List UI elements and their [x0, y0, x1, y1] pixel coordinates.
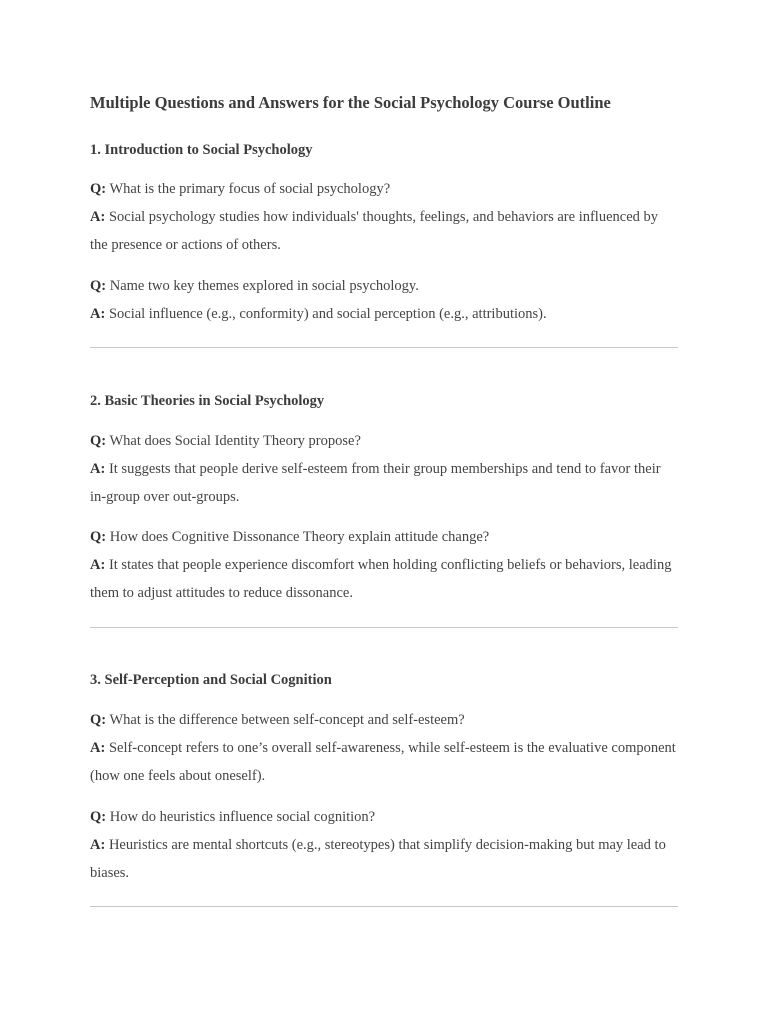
- question: [90, 273, 678, 301]
- section-divider: [90, 906, 678, 907]
- section-introduction: [90, 140, 678, 160]
- question-text: What is the difference between self-concept and self-esteem?: [109, 712, 465, 728]
- question-text: How does Cognitive Dissonance Theory explain attitude change?: [109, 529, 490, 545]
- answer-text: Self-concept refers to one’s overall self-awareness, while self-esteem is the evaluative component (how one feels about oneself).: [90, 739, 676, 784]
- question-tag: Q:: [90, 809, 107, 825]
- answer-text: Social influence (e.g., conformity) and social perception (e.g., attributions).: [108, 305, 547, 322]
- qa-pair: [90, 428, 678, 511]
- answer: [90, 552, 678, 608]
- answer-text: Social psychology studies how individuals' thoughts, feelings, and behaviors are influenced by the presence or actions of others.: [90, 208, 659, 253]
- document-title: Multiple Questions and Answers for the Social Psychology Course Outline: [90, 93, 611, 112]
- answer: [90, 735, 678, 791]
- answer-tag: A:: [90, 305, 106, 322]
- qa-pair: [90, 707, 678, 790]
- question-tag: Q:: [90, 181, 107, 197]
- question-tag: Q:: [90, 278, 107, 294]
- qa-pair: [90, 176, 678, 259]
- answer-text: Heuristics are mental shortcuts (e.g., stereotypes) that simplify decision-making but may lead to biases.: [90, 836, 666, 881]
- section-heading: 2. Basic Theories in Social Psychology: [90, 393, 325, 409]
- question-text: How do heuristics influence social cognition?: [109, 809, 376, 825]
- question-text: Name two key themes explored in social psychology.: [109, 278, 419, 294]
- section-basic-theories: [90, 391, 678, 411]
- answer: [90, 456, 678, 512]
- question-text: What is the primary focus of social psychology?: [109, 181, 391, 197]
- question-text: What does Social Identity Theory propose?: [109, 433, 361, 449]
- section-divider: [90, 627, 678, 628]
- question: [90, 524, 678, 552]
- question: [90, 176, 678, 204]
- answer: [90, 204, 678, 260]
- answer-tag: A:: [90, 556, 106, 573]
- answer-tag: A:: [90, 836, 106, 853]
- answer-tag: A:: [90, 208, 106, 225]
- question: [90, 428, 678, 456]
- answer-text: It states that people experience discomfort when holding conflicting beliefs or behaviors, leading them to adjust attitudes to reduce dissonance.: [90, 556, 672, 601]
- answer: [90, 832, 678, 888]
- question: [90, 804, 678, 832]
- section-heading: 1. Introduction to Social Psychology: [90, 142, 313, 158]
- question-tag: Q:: [90, 529, 107, 545]
- qa-pair: [90, 273, 678, 329]
- section-self-perception: [90, 670, 678, 690]
- answer: [90, 301, 678, 329]
- section-heading: 3. Self-Perception and Social Cognition: [90, 672, 332, 688]
- section-divider: [90, 347, 678, 348]
- qa-pair: [90, 524, 678, 607]
- question: [90, 707, 678, 735]
- question-tag: Q:: [90, 433, 107, 449]
- answer-tag: A:: [90, 460, 106, 477]
- answer-tag: A:: [90, 739, 106, 756]
- question-tag: Q:: [90, 712, 107, 728]
- answer-text: It suggests that people derive self-esteem from their group memberships and tend to favor their in-group over out-groups.: [90, 460, 661, 505]
- qa-pair: [90, 804, 678, 887]
